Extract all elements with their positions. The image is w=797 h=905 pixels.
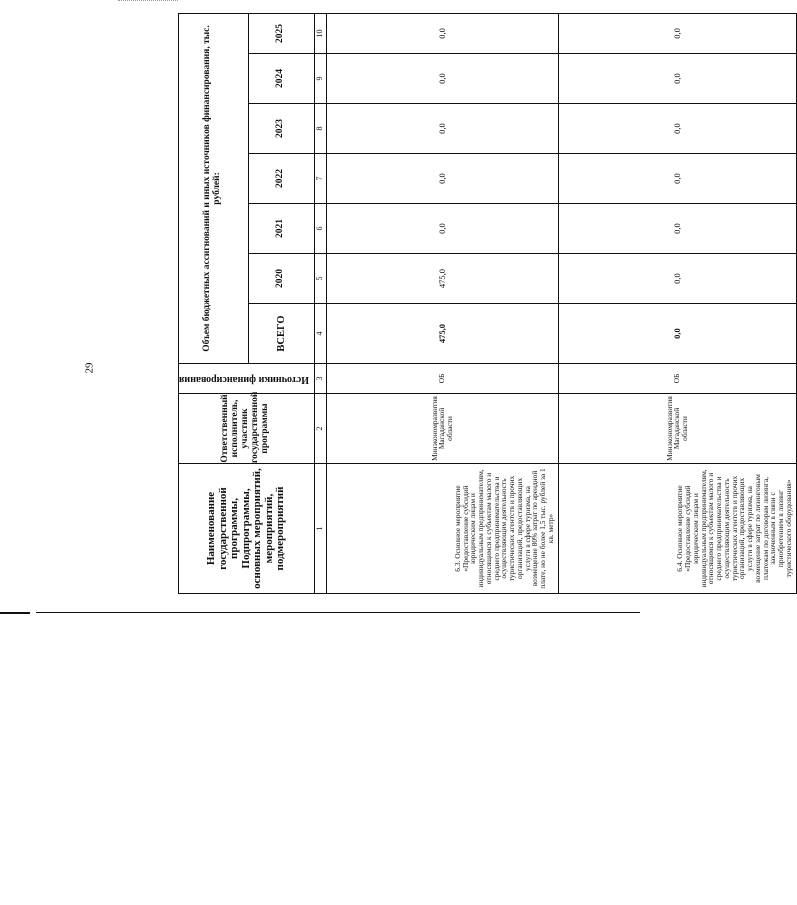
header-row-1 (179, 13, 249, 593)
financing-source: ОБ (326, 364, 558, 394)
column-number: 6 (314, 204, 326, 254)
scan-artifact (118, 0, 178, 5)
table-row (326, 13, 558, 593)
year-value: 0,0 (326, 154, 558, 204)
total-value: 475,0 (326, 304, 558, 364)
year-value: 0,0 (558, 13, 796, 53)
year-value: 0,0 (326, 13, 558, 53)
year-value: 0,0 (558, 154, 796, 204)
column-number: 5 (314, 254, 326, 304)
column-number: 8 (314, 104, 326, 154)
column-number: 2 (314, 394, 326, 464)
header-year: 2023 (248, 104, 314, 154)
header-responsible: Ответственный исполнитель, участник государственной программы (179, 394, 315, 464)
column-number-row (314, 13, 326, 593)
header-year: 2021 (248, 204, 314, 254)
year-value: 475,0 (326, 254, 558, 304)
rotated-table-sheet (178, 14, 794, 594)
year-value: 0,0 (558, 54, 796, 104)
header-year: 2025 (248, 13, 314, 53)
column-number: 1 (314, 464, 326, 594)
year-value: 0,0 (326, 204, 558, 254)
table-rotator (178, 14, 794, 594)
year-value: 0,0 (326, 104, 558, 154)
column-number: 10 (314, 13, 326, 53)
measure-name: 6.3. Основное мероприятие «Предоставление субсидий юридическим лицам и индивидуальным предпринимателям, относящимся к субъектам малого и среднего предпринимательства и осуществляющим деятельность туристических агентств и прочих организаций, предоставляющих услуги в сфере туризма, на возмещение 80% затрат по арендной плате, но не более 1,5 тыс. рублей за 1 кв. метр» (326, 464, 558, 594)
measure-name: 6.4. Основное мероприятие «Предоставление субсидий юридическим лицам и индивидуальным предпринимателям, относящимся к субъектам малого и среднего предпринимательства и осуществляющим деятельность туристических агентств и прочих организаций, предоставляющих услуги в сфере туризма, на возмещение затрат по лизинговым платежам по договорам лизинга, заключенным в связи с приобретением в лизинг туристического оборудования» (558, 464, 796, 594)
responsible-executor: Минэкономразвития Магаданской области (326, 394, 558, 464)
header-total: ВСЕГО (248, 304, 314, 364)
year-value: 0,0 (558, 104, 796, 154)
column-number: 9 (314, 54, 326, 104)
scan-edge-mark (0, 612, 30, 614)
header-year: 2020 (248, 254, 314, 304)
year-value: 0,0 (326, 54, 558, 104)
header-volume: Объем бюджетных ассигнований и иных источников финансирования, тыс. рублей: (179, 13, 249, 363)
header-source-cell (179, 364, 315, 394)
financing-source: ОБ (558, 364, 796, 394)
header-source: Источники финансирования (179, 373, 309, 385)
header-year: 2024 (248, 54, 314, 104)
page-number: 29 (83, 362, 96, 374)
scan-edge-line (36, 612, 640, 613)
total-value: 0,0 (558, 304, 796, 364)
responsible-executor: Минэкономразвития Магаданской области (558, 394, 796, 464)
year-value: 0,0 (558, 204, 796, 254)
column-number: 4 (314, 304, 326, 364)
column-number: 7 (314, 154, 326, 204)
header-name: Наименование государственной программы, Подпрограммы, основных мероприятий, мероприятий, подмероприятий (179, 464, 315, 594)
column-number: 3 (314, 364, 326, 394)
table-row (558, 13, 796, 593)
header-year: 2022 (248, 154, 314, 204)
financing-table (178, 13, 797, 594)
year-value: 0,0 (558, 254, 796, 304)
